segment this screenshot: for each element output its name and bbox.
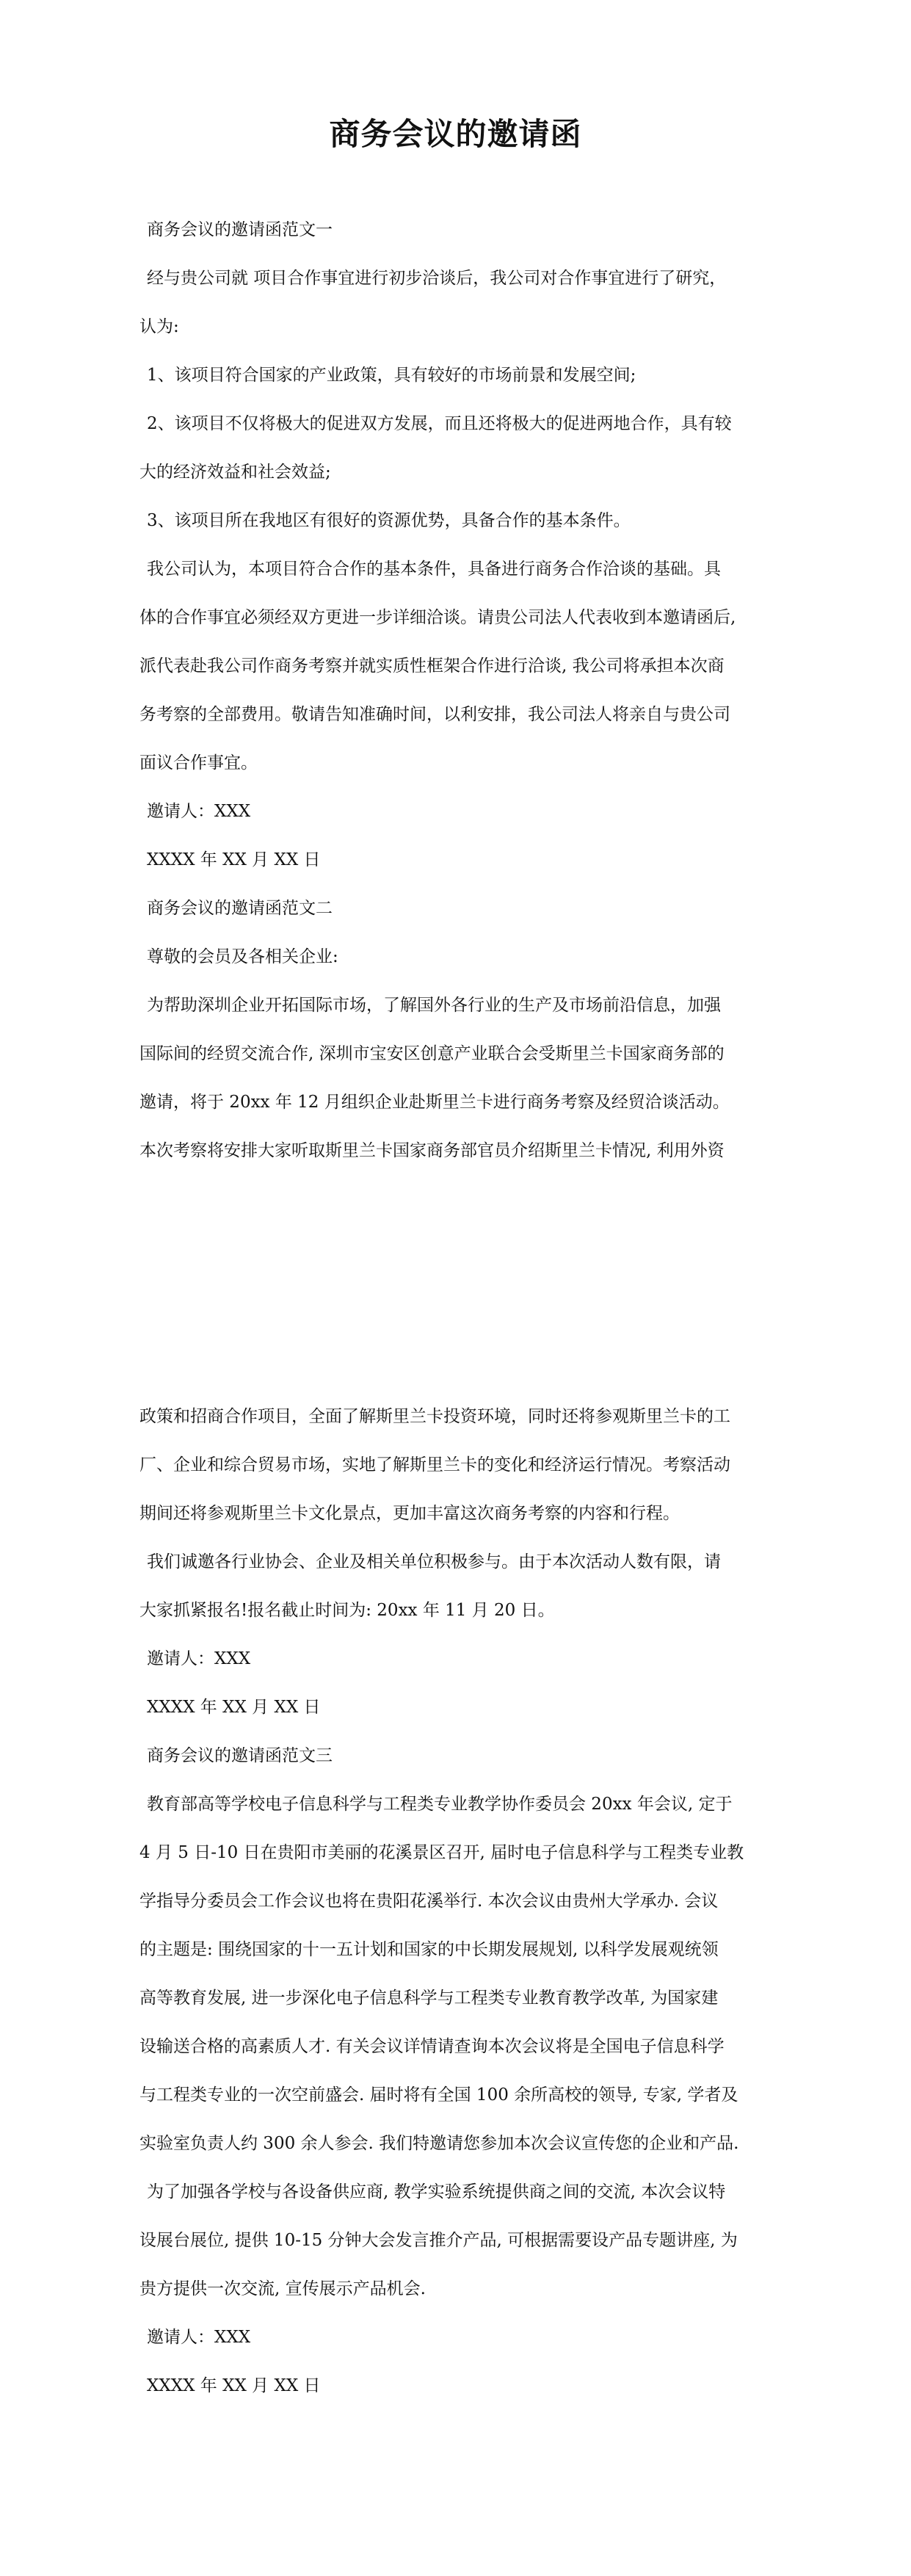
date-line: XXXX 年 XX 月 XX 日 <box>147 1698 321 1717</box>
paragraph-line: 厂、企业和综合贸易市场，实地了解斯里兰卡的变化和经济运行情况。考察活动 <box>139 1455 730 1475</box>
page-title: 商务会议的邀请函 <box>329 116 582 152</box>
inviter-line: 邀请人：XXX <box>147 1649 251 1668</box>
paragraph-line: 设输送合格的高素质人才. 有关会议详情请查询本次会议将是全国电子信息科学 <box>139 2037 725 2056</box>
paragraph-line: 本次考察将安排大家听取斯里兰卡国家商务部官员介绍斯里兰卡情况, 利用外资 <box>139 1141 725 1160</box>
paragraph-line: 3、该项目所在我地区有很好的资源优势，具备合作的基本条件。 <box>147 511 631 530</box>
paragraph-line: 教育部高等学校电子信息科学与工程类专业教学协作委员会 20xx 年会议, 定于 <box>147 1795 733 1814</box>
paragraph-line: 经与贵公司就 项目合作事宜进行初步洽谈后，我公司对合作事宜进行了研究， <box>147 269 727 288</box>
paragraph-line: 邀请，将于 20xx 年 12 月组织企业赴斯里兰卡进行商务考察及经贸洽谈活动。 <box>139 1093 730 1112</box>
paragraph-line: 1、该项目符合国家的产业政策，具有较好的市场前景和发展空间; <box>147 366 636 385</box>
paragraph-line: 与工程类专业的一次空前盛会. 届时将有全国 100 余所高校的领导, 专家, 学者及 <box>139 2085 738 2105</box>
paragraph-line: 国际间的经贸交流合作, 深圳市宝安区创意产业联合会受斯里兰卡国家商务部的 <box>139 1044 725 1063</box>
paragraph-line: 政策和招商合作项目，全面了解斯里兰卡投资环境，同时还将参观斯里兰卡的工 <box>139 1407 730 1426</box>
section-one <box>139 206 774 884</box>
section-two <box>139 884 774 1175</box>
salutation-line: 尊敬的会员及各相关企业: <box>147 947 338 966</box>
paragraph-line: 实验室负责人约 300 余人参会. 我们特邀请您参加本次会议宣传您的企业和产品. <box>139 2134 739 2153</box>
paragraph-line: 派代表赴我公司作商务考察并就实质性框架合作进行洽谈, 我公司将承担本次商 <box>139 656 725 676</box>
paragraph-line: 学指导分委员会工作会议也将在贵阳花溪举行. 本次会议由贵州大学承办. 会议 <box>139 1892 719 1911</box>
paragraph-line: 高等教育发展, 进一步深化电子信息科学与工程类专业教育教学改革, 为国家建 <box>139 1989 719 2008</box>
paragraph-line: 设展台展位, 提供 10-15 分钟大会发言推介产品, 可根据需要设产品专题讲座, 为 <box>139 2231 738 2250</box>
section-heading: 商务会议的邀请函范文二 <box>147 899 333 918</box>
section-two-continued <box>139 1392 774 2410</box>
paragraph-line: 4 月 5 日-10 日在贵阳市美丽的花溪景区召开, 届时电子信息科学与工程类专业教 <box>139 1843 744 1862</box>
paragraph-line: 认为: <box>139 317 179 336</box>
paragraph-line: 大家抓紧报名!报名截止时间为: 20xx 年 11 月 20 日。 <box>139 1601 555 1620</box>
paragraph-line: 贵方提供一次交流, 宣传展示产品机会. <box>139 2279 426 2298</box>
inviter-line: 邀请人：XXX <box>147 802 251 821</box>
paragraph-line: 2、该项目不仅将极大的促进双方发展，而且还将极大的促进两地合作，具有较 <box>147 414 732 433</box>
section-heading: 商务会议的邀请函范文三 <box>147 1746 333 1765</box>
section-heading: 商务会议的邀请函范文一 <box>147 220 333 239</box>
paragraph-line: 的主题是: 围绕国家的十一五计划和国家的中长期发展规划, 以科学发展观统领 <box>139 1940 719 1959</box>
paragraph-line: 我公司认为，本项目符合合作的基本条件，具备进行商务合作洽谈的基础。具 <box>147 560 721 579</box>
paragraph-line: 期间还将参观斯里兰卡文化景点，更加丰富这次商务考察的内容和行程。 <box>139 1504 680 1523</box>
paragraph-line: 务考察的全部费用。敬请告知准确时间，以利安排，我公司法人将亲自与贵公司 <box>139 705 730 724</box>
paragraph-line: 为帮助深圳企业开拓国际市场，了解国外各行业的生产及市场前沿信息，加强 <box>147 996 721 1015</box>
paragraph-line: 我们诚邀各行业协会、企业及相关单位积极参与。由于本次活动人数有限，请 <box>147 1552 721 1571</box>
paragraph-line: 体的合作事宜必须经双方更进一步详细洽谈。请贵公司法人代表收到本邀请函后, <box>139 608 736 627</box>
paragraph-line: 大的经济效益和社会效益; <box>139 463 331 482</box>
inviter-line: 邀请人：XXX <box>147 2328 251 2347</box>
paragraph-line: 面议合作事宜。 <box>139 753 258 773</box>
date-line: XXXX 年 XX 月 XX 日 <box>147 2376 321 2395</box>
paragraph-line: 为了加强各学校与各设备供应商, 教学实验系统提供商之间的交流, 本次会议特 <box>147 2182 726 2201</box>
date-line: XXXX 年 XX 月 XX 日 <box>147 850 321 869</box>
